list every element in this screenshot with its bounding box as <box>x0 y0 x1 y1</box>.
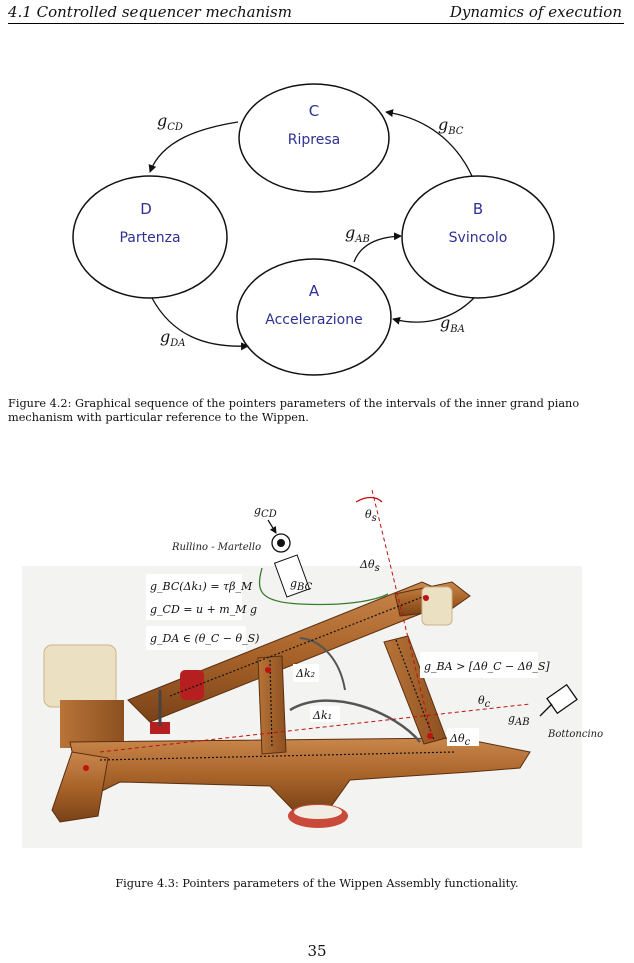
label-g-cd: $g_{CD}$ <box>157 111 183 133</box>
arrow-to-roller <box>268 520 276 533</box>
label-theta-s: θs <box>365 508 377 524</box>
wippen-figure <box>0 490 634 860</box>
state-b-name: Svincolo <box>448 230 508 246</box>
felt-cap <box>294 805 342 819</box>
label-delta-theta-s: Δθs <box>360 558 380 574</box>
label-g-bc-photo: gBC <box>290 577 313 593</box>
equation-g-bc: g_BC(Δk₁) = τβ_M <box>150 580 253 593</box>
label-g-cd-photo: gCD <box>254 504 277 520</box>
label-g-ab: $g_{AB}$ <box>345 223 370 245</box>
label-delta-k1: Δk₁ <box>313 709 333 722</box>
red-spring-clip <box>180 670 204 700</box>
state-diagram <box>0 0 634 395</box>
state-b-letter: B <box>472 200 484 218</box>
label-g-da: $g_{DA}$ <box>160 327 186 349</box>
hammer-roller-core <box>277 539 285 547</box>
state-c-letter: C <box>308 102 320 120</box>
equation-g-da: g_DA ∈ (θ_C − θ_S) <box>150 632 260 645</box>
theta-s-arc <box>356 498 382 503</box>
page-number: 35 <box>307 942 327 960</box>
lever-felt <box>422 587 452 625</box>
equation-g-cd: g_CD = u + m_M g <box>150 603 258 616</box>
figure-4-3-caption: Figure 4.3: Pointers parameters of the Wippen Assembly functionality. <box>115 877 519 890</box>
state-d-letter: D <box>140 200 152 218</box>
state-a-name: Accelerazione <box>265 312 363 328</box>
pivot-dot <box>423 595 429 601</box>
state-c-name: Ripresa <box>287 132 341 148</box>
arrow-ba <box>393 298 474 322</box>
label-bottoncino: Bottoncino <box>548 729 604 740</box>
central-post <box>258 656 286 754</box>
felt-pad <box>44 645 116 707</box>
equation-g-ba: g_BA > [Δθ_C − Δθ_S] <box>424 660 550 673</box>
label-delta-theta-c: Δθc <box>450 732 471 748</box>
felt-base <box>60 700 124 748</box>
pivot-dot <box>427 733 433 739</box>
label-theta-c: θc <box>478 694 491 710</box>
figure-4-2-caption: Figure 4.2: Graphical sequence of the pointers parameters of the intervals of the inner grand piano mechanism with particular reference to the Wippen. <box>8 397 580 424</box>
label-delta-k2: Δk₂ <box>296 667 316 680</box>
label-g-ba: $g_{BA}$ <box>440 313 465 335</box>
running-header-left: 4.1 Controlled sequencer mechanism <box>8 3 292 21</box>
label-rullino-martello: Rullino - Martello <box>172 542 262 553</box>
pivot-dot <box>83 765 89 771</box>
running-header-right: Dynamics of execution <box>449 3 622 21</box>
pivot-dot <box>265 667 271 673</box>
label-g-ab-photo: gAB <box>508 712 530 728</box>
state-a-letter: A <box>308 282 320 300</box>
state-d-name: Partenza <box>119 230 181 246</box>
label-g-bc: $g_{BC}$ <box>438 115 464 137</box>
arrow-bc <box>386 112 472 176</box>
